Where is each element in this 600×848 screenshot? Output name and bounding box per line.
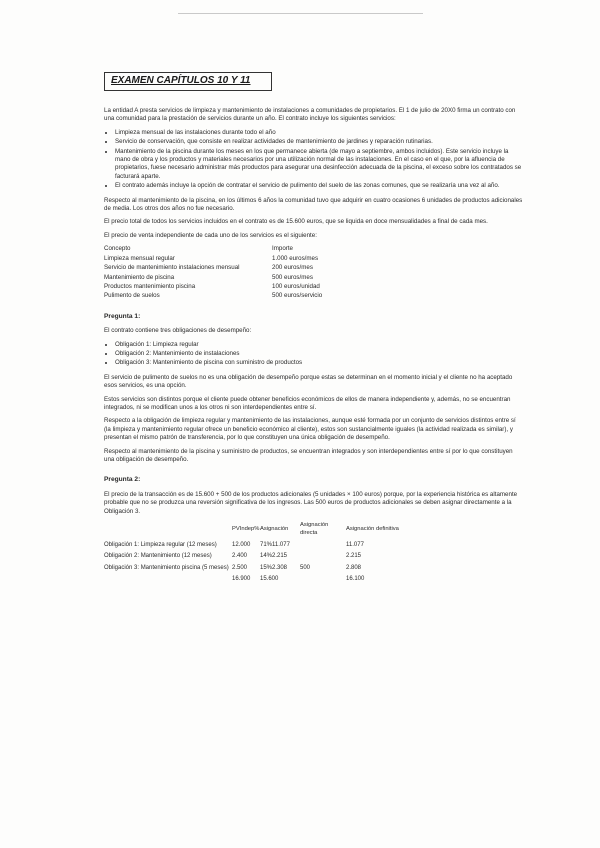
table-cell: 11.077 [346, 541, 364, 548]
price-paragraph: El precio total de todos los servicios incluidos en el contrato es de 15.600 euros, que se liquida en doce mensualidades a final de cada mes. [104, 218, 488, 226]
table-header: Importe [272, 245, 293, 253]
table-cell: Pulimento de suelos [104, 292, 160, 300]
table-cell: 500 euros/servicio [272, 292, 323, 300]
q1-paragraph: Respecto al mantenimiento de la piscina y suministro de productos, se encuentran integrados y son interdependientes entre sí por lo que constituyen una obligación de desempeño. [104, 447, 513, 463]
list-item: • Obligación 1: Limpieza regular [115, 341, 524, 349]
table-cell: Obligación 2: Mantenimiento (12 meses) [104, 553, 212, 560]
list-item: • El contrato además incluye la opción de contratar el servicio de pulimento del suelo de las zonas comunes, que se realizaría una vez al año. [115, 182, 524, 190]
table-cell: 500 [300, 564, 311, 571]
table-cell: 2.215 [346, 553, 362, 560]
list-item: • Limpieza mensual de las instalaciones durante todo el año [115, 129, 524, 137]
table-cell: 12.000 [232, 541, 251, 548]
q2-paragraph: El precio de la transacción es de 15.600 + 500 de los productos adicionales (5 unidades × 100 euros) porque, por la experiencia histórica es altamente probable que no se produzca una reversión significativa de los ingresos. Las 500 euros de productos adicionales se deben asignar directamente a la Obligación 3. [104, 490, 518, 515]
table-cell: Obligación 1: Limpieza regular (12 meses) [104, 541, 217, 548]
table-cell: 71%11.077 [260, 541, 290, 548]
table-cell: 500 euros/mes [272, 273, 313, 281]
obligations-list [104, 341, 524, 368]
table-cell: Servicio de mantenimiento instalaciones mensual [104, 264, 240, 272]
table-cell: 1.000 euros/mes [272, 254, 319, 262]
question-1-title: Pregunta 1: [104, 312, 141, 320]
exam-page [104, 72, 524, 583]
table-header: Asignación directa [300, 522, 329, 537]
table-cell: Productos mantenimiento piscina [104, 282, 196, 290]
pool-paragraph: Respecto al mantenimiento de la piscina, en los últimos 6 años la comunidad tuvo que adquirir en cuatro ocasiones 6 unidades de productos adicionales de media. Los otros dos años no fue necesario. [104, 196, 523, 213]
q1-paragraph: Estos servicios son distintos porque el cliente puede obtener beneficios económicos de ellos de manera independiente y, además, no se encuentran integrados, ni se modifican unos a los otros ni son interdependientes entre sí. [104, 395, 511, 411]
table-total: 15.600 [260, 576, 279, 583]
concepts-table [104, 245, 524, 300]
table-cell: 14%2.215 [260, 553, 288, 560]
services-list [104, 129, 524, 191]
table-cell: Limpieza mensual regular [104, 254, 175, 262]
allocation-table [104, 521, 524, 583]
title-box [104, 72, 272, 91]
table-cell: 100 euros/unidad [272, 282, 320, 290]
table-cell: Mantenimiento de piscina [104, 273, 175, 281]
table-cell: Obligación 3: Mantenimiento piscina (5 meses) [104, 564, 229, 571]
standalone-paragraph: El precio de venta independiente de cada uno de los servicios es el siguiente: [104, 231, 317, 239]
table-cell: 2.500 [232, 564, 248, 571]
question-2-title: Pregunta 2: [104, 476, 141, 484]
table-header: PVIndep% [232, 526, 260, 533]
q1-paragraph: El servicio de pulimento de suelos no es una obligación de desempeño porque estas se determinan en el momento inicial y el cliente no ha aceptado esos servicios, es una opción. [104, 373, 513, 390]
list-item: • Obligación 2: Mantenimiento de instalaciones [115, 350, 524, 358]
intro-paragraph: La entidad A presta servicios de limpieza y mantenimiento de instalaciones a comunidades de propietarios. El 1 de julio de 20X0 firma un contrato con una comunidad para la prestación de servicios durante un año. El contrato incluye los siguientes servicios: [104, 107, 516, 123]
table-total: 16.900 [232, 576, 251, 583]
list-item: • Servicio de conservación, que consiste en realizar actividades de mantenimiento de jardines y reparación rutinarias. [115, 138, 524, 146]
q1-paragraph: Respecto a la obligación de limpieza regular y mantenimiento de las instalaciones, aunque esté formada por un conjunto de servicios distintos entre sí (la limpieza y mantenimiento regular ofrece un beneficio económico al cliente), estos son sustancialmente iguales (la actividad realizada es similar), y presentan el mismo patrón de transferencia, por lo que constituyen una única obligación de desempeño. [104, 417, 516, 442]
table-cell: 200 euros/mes [272, 264, 313, 272]
table-cell: 2.808 [346, 564, 362, 571]
table-header: Asignación [260, 526, 289, 533]
list-item: • Obligación 3: Mantenimiento de piscina con suministro de productos [115, 359, 524, 367]
table-cell: 15%2.308 [260, 564, 288, 571]
q1-intro: El contrato contiene tres obligaciones de desempeño: [104, 327, 252, 335]
table-header: Asignación definitiva [346, 526, 399, 533]
table-total: 16.100 [346, 576, 365, 583]
table-cell: 2.400 [232, 553, 248, 560]
list-item: • Mantenimiento de la piscina durante los meses en los que permanece abierta (de mayo a septiembre, ambos incluidos). Este servicio incluye la mano de obra y los productos y materiales necesarios por una utilización normal de las instalaciones. En el caso en el que, por la afluencia de propietarios, fuese necesario administrar más productos para asegurar una desinfección adecuada de la piscina, el exceso sobre los contratados se facturará aparte. [115, 148, 524, 182]
scan-line [178, 13, 423, 14]
table-header: Concepto [104, 245, 131, 253]
page-title: EXAMEN CAPÍTULOS 10 Y 11 [111, 75, 251, 87]
